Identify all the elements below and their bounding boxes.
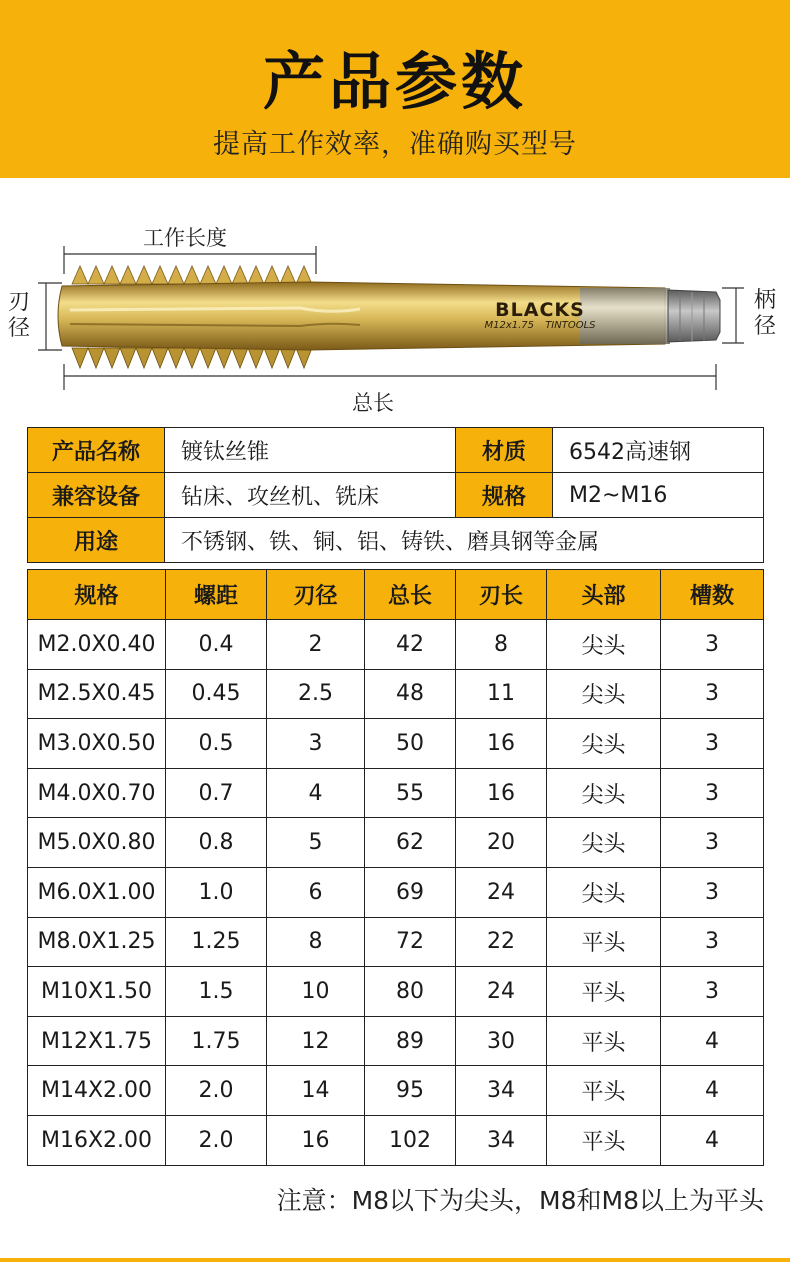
cell: 42 xyxy=(365,620,456,670)
table-row xyxy=(28,1115,764,1165)
cell: 50 xyxy=(365,719,456,769)
cell: 20 xyxy=(456,818,547,868)
col-header-pitch: 螺距 xyxy=(166,570,267,620)
cell: 72 xyxy=(365,917,456,967)
cell: 平头 xyxy=(547,917,661,967)
cell: 22 xyxy=(456,917,547,967)
cell: 3 xyxy=(661,719,764,769)
cell: 11 xyxy=(456,669,547,719)
size-table xyxy=(27,569,764,1166)
col-header-flutes: 槽数 xyxy=(661,570,764,620)
cell: 平头 xyxy=(547,1016,661,1066)
tap-diagram xyxy=(0,178,790,423)
table-row xyxy=(28,768,764,818)
cell: 3 xyxy=(661,867,764,917)
spec-row xyxy=(28,518,764,563)
cell: 3 xyxy=(267,719,365,769)
col-header-blade-length: 刃长 xyxy=(456,570,547,620)
spec-row xyxy=(28,473,764,518)
cell: M16X2.00 xyxy=(28,1115,166,1165)
col-header-blade-diameter: 刃径 xyxy=(267,570,365,620)
cell: 89 xyxy=(365,1016,456,1066)
usage-key: 用途 xyxy=(28,518,165,563)
cell: 平头 xyxy=(547,967,661,1017)
cell: 24 xyxy=(456,967,547,1017)
cell: 尖头 xyxy=(547,768,661,818)
table-row xyxy=(28,917,764,967)
cell: 8 xyxy=(456,620,547,670)
table-row xyxy=(28,818,764,868)
cell: 4 xyxy=(661,1115,764,1165)
cell: 0.5 xyxy=(166,719,267,769)
col-header-total-length: 总长 xyxy=(365,570,456,620)
cell: 6 xyxy=(267,867,365,917)
size-table-header xyxy=(28,570,764,620)
cell: 平头 xyxy=(547,1066,661,1116)
shank-diameter-label: 柄 径 xyxy=(753,288,776,339)
cell: 0.7 xyxy=(166,768,267,818)
bottom-accent-strip xyxy=(0,1258,790,1262)
product-spec-table xyxy=(27,427,764,563)
cell: M10X1.50 xyxy=(28,967,166,1017)
cell: 24 xyxy=(456,867,547,917)
cell: 0.4 xyxy=(166,620,267,670)
spec-value: M2~M16 xyxy=(553,473,764,518)
cell: 34 xyxy=(456,1066,547,1116)
cell: M2.0X0.40 xyxy=(28,620,166,670)
blade-diameter-label: 刃 径 xyxy=(7,290,30,341)
cell: 16 xyxy=(456,719,547,769)
cell: 2 xyxy=(267,620,365,670)
tap-illustration xyxy=(0,178,790,423)
cell: M4.0X0.70 xyxy=(28,768,166,818)
table-row xyxy=(28,967,764,1017)
cell: 10 xyxy=(267,967,365,1017)
cell: 4 xyxy=(661,1066,764,1116)
cell: 16 xyxy=(267,1115,365,1165)
cell: 80 xyxy=(365,967,456,1017)
cell: 1.0 xyxy=(166,867,267,917)
cell: 12 xyxy=(267,1016,365,1066)
table-row xyxy=(28,669,764,719)
usage-value: 不锈钢、铁、铜、铝、铸铁、磨具钢等金属 xyxy=(165,518,764,563)
cell: 102 xyxy=(365,1115,456,1165)
head-type-note: 注意：M8以下为尖头，M8和M8以上为平头 xyxy=(276,1186,764,1215)
cell: 48 xyxy=(365,669,456,719)
cell: 1.25 xyxy=(166,917,267,967)
total-length-label: 总长 xyxy=(352,391,394,415)
cell: 3 xyxy=(661,620,764,670)
equipment-value: 钻床、攻丝机、铣床 xyxy=(165,473,456,518)
cell: M3.0X0.50 xyxy=(28,719,166,769)
cell: 1.75 xyxy=(166,1016,267,1066)
col-header-head: 头部 xyxy=(547,570,661,620)
cell: M14X2.00 xyxy=(28,1066,166,1116)
cell: 8 xyxy=(267,917,365,967)
cell: 69 xyxy=(365,867,456,917)
table-row xyxy=(28,1066,764,1116)
material-key: 材质 xyxy=(456,428,553,473)
cell: 1.5 xyxy=(166,967,267,1017)
table-row xyxy=(28,620,764,670)
cell: 3 xyxy=(661,917,764,967)
cell: 62 xyxy=(365,818,456,868)
spec-key: 规格 xyxy=(456,473,553,518)
cell: 30 xyxy=(456,1016,547,1066)
table-row xyxy=(28,719,764,769)
cell: 尖头 xyxy=(547,867,661,917)
cell: 95 xyxy=(365,1066,456,1116)
cell: 尖头 xyxy=(547,620,661,670)
brand-engraving-line xyxy=(470,320,610,332)
engraving-size: M12x1.75 xyxy=(484,320,535,331)
brand-engraving xyxy=(470,300,610,332)
cell: M8.0X1.25 xyxy=(28,917,166,967)
cell: 尖头 xyxy=(547,669,661,719)
cell: M5.0X0.80 xyxy=(28,818,166,868)
engraving-brand: TINTOOLS xyxy=(545,320,596,331)
cell: 34 xyxy=(456,1115,547,1165)
header-banner xyxy=(0,0,790,178)
cell: 4 xyxy=(661,1016,764,1066)
equipment-key: 兼容设备 xyxy=(28,473,165,518)
cell: 55 xyxy=(365,768,456,818)
cell: 2.0 xyxy=(166,1066,267,1116)
cell: 3 xyxy=(661,768,764,818)
cell: 4 xyxy=(267,768,365,818)
cell: M2.5X0.45 xyxy=(28,669,166,719)
page-title: 产品参数 xyxy=(262,45,527,118)
brand-logo-text: BLACKS xyxy=(495,299,585,321)
product-name-value: 镀钛丝锥 xyxy=(165,428,456,473)
cell: 16 xyxy=(456,768,547,818)
material-value: 6542高速钢 xyxy=(553,428,764,473)
cell: 平头 xyxy=(547,1115,661,1165)
table-row xyxy=(28,867,764,917)
cell: 0.45 xyxy=(166,669,267,719)
cell: 5 xyxy=(267,818,365,868)
cell: 3 xyxy=(661,669,764,719)
cell: 3 xyxy=(661,818,764,868)
cell: M12X1.75 xyxy=(28,1016,166,1066)
cell: 14 xyxy=(267,1066,365,1116)
col-header-spec: 规格 xyxy=(28,570,166,620)
cell: 3 xyxy=(661,967,764,1017)
page-subtitle: 提高工作效率，准确购买型号 xyxy=(213,129,577,160)
cell: 2.5 xyxy=(267,669,365,719)
work-length-label: 工作长度 xyxy=(143,226,227,250)
cell: 0.8 xyxy=(166,818,267,868)
cell: 尖头 xyxy=(547,818,661,868)
cell: M6.0X1.00 xyxy=(28,867,166,917)
cell: 2.0 xyxy=(166,1115,267,1165)
spec-row xyxy=(28,428,764,473)
table-row xyxy=(28,1016,764,1066)
product-name-key: 产品名称 xyxy=(28,428,165,473)
cell: 尖头 xyxy=(547,719,661,769)
